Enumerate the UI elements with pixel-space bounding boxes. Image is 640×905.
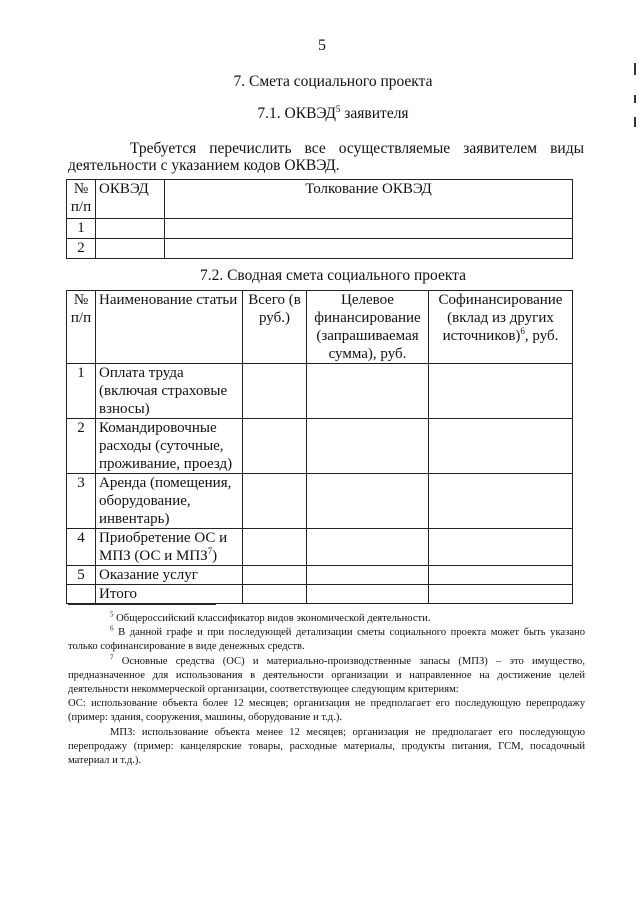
table-row (67, 529, 573, 566)
item-name (96, 529, 243, 566)
item-name: Оплата труда (включая страховые взносы) (96, 364, 243, 419)
cofin-cell[interactable] (429, 585, 573, 604)
target-cell[interactable] (307, 419, 429, 474)
footnote-number: 6 (110, 624, 114, 633)
footnote-criteria-mpz (68, 726, 585, 769)
subsection-title-suffix: заявителя (340, 105, 409, 122)
cofin-cell[interactable] (429, 566, 573, 585)
total-cell[interactable] (243, 529, 307, 566)
total-cell[interactable] (243, 419, 307, 474)
header-cofinancing-suffix: , руб. (524, 328, 559, 344)
target-cell[interactable] (307, 585, 429, 604)
header-target-funding: Целевое финансирование (запрашиваемая сумма), руб. (307, 291, 429, 364)
footnote-number: 7 (110, 653, 114, 662)
table-header-row (67, 291, 573, 364)
item-name: Командировочные расходы (суточные, проживание, проезд) (96, 419, 243, 474)
item-name: Аренда (помещения, оборудование, инвентарь) (96, 474, 243, 529)
table-row (67, 364, 573, 419)
table-header-row (67, 180, 573, 219)
row-num: 2 (67, 239, 96, 259)
cofin-cell[interactable] (429, 419, 573, 474)
total-cell[interactable] (243, 585, 307, 604)
okved-table (66, 179, 573, 259)
footnote (68, 626, 585, 654)
table-row (67, 239, 573, 259)
total-cell[interactable] (243, 364, 307, 419)
row-num: 3 (67, 474, 96, 529)
header-total: Всего (в руб.) (243, 291, 307, 364)
footnotes (68, 612, 585, 768)
row-num: 2 (67, 419, 96, 474)
row-num: 5 (67, 566, 96, 585)
budget-table (66, 290, 573, 604)
target-cell[interactable] (307, 566, 429, 585)
row-num: 1 (67, 364, 96, 419)
footnote-criteria-os (68, 697, 585, 725)
item-name: Итого (96, 585, 243, 604)
footnote-ref: 6 (520, 326, 525, 336)
cofin-cell[interactable] (429, 474, 573, 529)
subsection-title-budget: 7.2. Сводная смета социального проекта (199, 267, 467, 284)
total-cell[interactable] (243, 566, 307, 585)
table-row (67, 219, 573, 239)
okved-desc-cell[interactable] (165, 239, 573, 259)
table-row (67, 474, 573, 529)
item-name: Оказание услуг (96, 566, 243, 585)
subsection-title-text: 7.1. ОКВЭД (257, 105, 336, 122)
row-num: 4 (67, 529, 96, 566)
footnote-divider (68, 604, 216, 605)
item-name-text: Приобретение ОС и МПЗ (ОС и МПЗ (99, 530, 228, 564)
footnote-text: Общероссийский классификатор видов экономической деятельности. (113, 613, 431, 624)
footnote-ref: 7 (207, 546, 213, 556)
header-item-name: Наименование статьи (96, 291, 243, 364)
footnote-text: МПЗ: использование объекта менее 12 месяцев; организация не предполагает его последующую перепродажу (пример: канцелярские товары, расходные материалы, продукты питания, ГСМ, посадочный материал и т.д.). (68, 726, 585, 767)
target-cell[interactable] (307, 474, 429, 529)
item-name-suffix: ) (212, 548, 218, 564)
footnote-number: 5 (110, 610, 114, 619)
target-cell[interactable] (307, 364, 429, 419)
instruction-paragraph (68, 140, 584, 174)
header-num: № п/п (67, 180, 96, 219)
header-cofinancing-text: Софинансирование (вклад из других источников) (438, 292, 563, 344)
section-title: 7. Смета социального проекта (233, 73, 433, 90)
header-num: № п/п (67, 291, 96, 364)
header-okved-desc: Толкование ОКВЭД (165, 180, 573, 219)
target-cell[interactable] (307, 529, 429, 566)
cofin-cell[interactable] (429, 364, 573, 419)
paragraph-line-1: Требуется перечислить все осуществляемые заявителем виды (130, 140, 584, 157)
table-row (67, 419, 573, 474)
footnote-text: ОС: использование объекта более 12 месяцев; организация не предполагает его последующую перепродажу (пример: здания, сооружения, машины, оборудование и т.д.). (68, 698, 585, 724)
row-num: 1 (67, 219, 96, 239)
scan-edge-mark (634, 63, 636, 75)
subsection-title-okved (0, 105, 640, 123)
paragraph-line-2: деятельности с указанием кодов ОКВЭД. (68, 157, 340, 174)
footnote-ref: 5 (335, 103, 341, 114)
scan-edge-mark (634, 117, 636, 127)
cofin-cell[interactable] (429, 529, 573, 566)
footnote-text: В данной графе и при последующей детализации сметы социального проекта может быть указано только софинансирование в виде денежных средств. (68, 627, 585, 653)
row-num (67, 585, 96, 604)
okved-cell[interactable] (96, 239, 165, 259)
page-number: 5 (318, 37, 326, 54)
table-row (67, 566, 573, 585)
okved-desc-cell[interactable] (165, 219, 573, 239)
scan-edge-mark (634, 95, 636, 103)
okved-cell[interactable] (96, 219, 165, 239)
total-row (67, 585, 573, 604)
header-cofinancing (429, 291, 573, 364)
total-cell[interactable] (243, 474, 307, 529)
footnote (68, 612, 585, 626)
header-okved: ОКВЭД (96, 180, 165, 219)
footnote (68, 655, 585, 698)
footnote-text: Основные средства (ОС) и материально-производственные запасы (МПЗ) – это имущество, предназначенное для использования в деятельности организации и направленное на достижение целей деятельности некоммерческой организации, соответствующее следующим критериям: (68, 655, 585, 696)
